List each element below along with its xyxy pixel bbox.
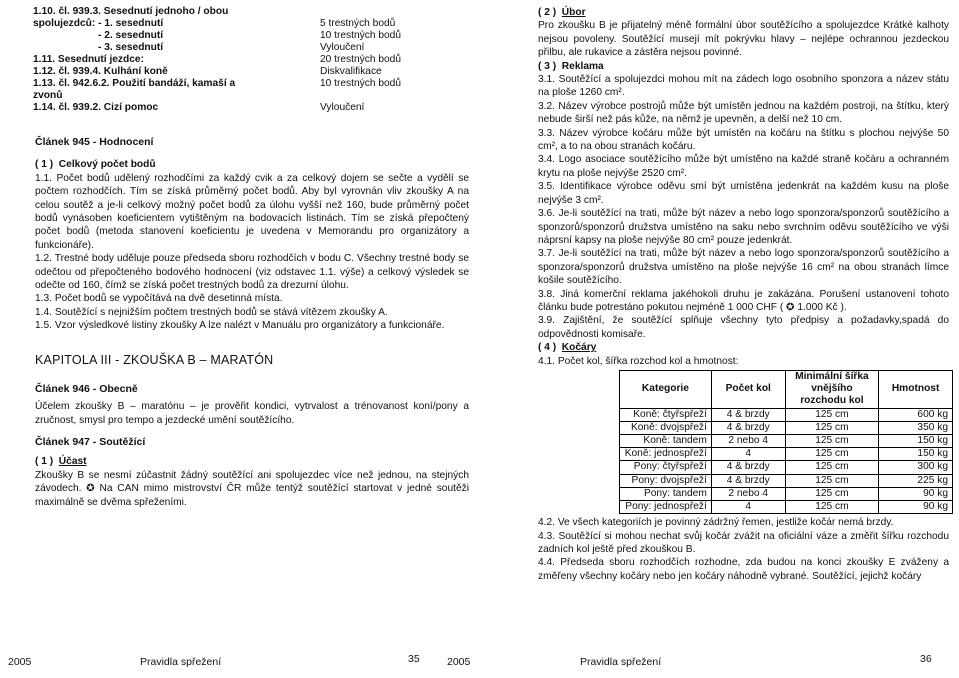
penalty-row	[33, 90, 467, 102]
paragraph-3-9: 3.9. Zajištění, že soutěžící splňuje všechny tyto předpisy a požadavky,spadá do odpovědnosti komisaře.	[538, 315, 949, 340]
paragraph-3-7: 3.7. Je-li soutěžící na trati, může být název a nebo logo sponzora/sponzorů soutěžícího a sponzora/sponzorů družstva umístěno na ploše nejvýše 16 cm² na obou stranách límce košile soutěžícího.	[538, 248, 949, 287]
carriage-cell: 125 cm	[785, 461, 879, 474]
penalty-value: 5 trestných bodů	[320, 18, 396, 29]
penalty-value: Vyloučení	[320, 42, 365, 53]
penalty-item: - 3. sesednutí	[98, 42, 164, 53]
carriage-cell: Pony: tandem	[620, 487, 712, 500]
section-ucast-text: Zkoušky B se nesmí zúčastnit žádný soutěžící ani spolujezdec více než jednou, na stejných závodech. ✪ Na CAN mimo mistrovství ČR může tentýž soutěžící startovat v jedné soutěži maximálně se dvěma spřeženími.	[35, 469, 469, 508]
carriage-cell: Koně: jednospřeží	[620, 448, 712, 461]
section-2-title: Úbor	[561, 7, 586, 18]
penalty-row	[33, 66, 467, 78]
penalty-item: spolujezdců: - 1. sesednutí	[33, 18, 164, 29]
paragraph-3-6: 3.6. Je-li soutěžící na trati, může být název a nebo logo sponzora/sponzorů soutěžícího a sponzorů/sponzorů družstva umístěno na saku nebo svrchním oděvu soutěžícího ve výši náprsní kapsy na ploše nejvýše 80 cm² pouze jedenkrát.	[538, 208, 949, 246]
carriage-cell: 4 & brzdy	[711, 421, 785, 434]
penalty-item: 1.14. čl. 939.2. Cizí pomoc	[33, 102, 159, 113]
section-4-number: ( 4 )	[538, 342, 557, 354]
section-2-number: ( 2 )	[538, 7, 557, 18]
carriage-cell: 125 cm	[785, 434, 879, 447]
carriage-cell: 125 cm	[785, 487, 879, 500]
footer-title: Pravidla spřežení	[580, 656, 662, 668]
section-4-title: Kočáry	[561, 342, 597, 354]
carriage-cell: 125 cm	[785, 448, 879, 461]
paragraph-3-2: 3.2. Název výrobce postrojů může být umístěn jednou na každém postroji, na štítku, který nebude širší než pás kůže, na němž je upevněn, a delší než 10 cm.	[538, 100, 949, 126]
paragraph-3-3: 3.3. Název výrobce kočáru může být umístěn na kočáru na štítku s plochou nejvýše 50 cm², a to na obou stranách kočáru.	[538, 127, 949, 153]
carriage-cell: 125 cm	[785, 501, 879, 514]
section-ucast-number: ( 1 )	[35, 456, 54, 468]
carriage-header-row	[620, 370, 953, 408]
footer-title: Pravidla spřežení	[140, 656, 222, 668]
carriage-cell: 2 nebo 4	[711, 434, 785, 447]
chapter-heading: KAPITOLA III - ZKOUŠKA B – MARATÓN	[35, 352, 274, 367]
carriage-cell: 300 kg	[879, 461, 953, 474]
carriage-row	[620, 501, 953, 514]
carriage-cell: 225 kg	[879, 474, 953, 487]
section-3-title: Reklama	[561, 60, 604, 72]
carriage-header-cell: Minimální šířka vnějšího rozchodu kol	[785, 370, 879, 408]
carriage-row	[620, 434, 953, 447]
paragraph-3-5: 3.5. Identifikace výrobce oděvu smí být umístěna jedenkrát na každém kusu na ploše nejvýše 3 cm².	[538, 181, 949, 206]
carriage-row	[620, 474, 953, 487]
article-946-heading: Článek 946 - Obecně	[35, 382, 138, 395]
carriage-cell: Pony: jednospřeží	[620, 501, 712, 514]
penalty-item: zvonů	[33, 90, 63, 101]
footer-year: 2005	[8, 656, 32, 668]
carriage-cell: 4	[711, 448, 785, 461]
paragraph-4-4: 4.4. Předseda sboru rozhodčích rozhodne, zda budou na konci zkoušky E zváženy a změřeny všechny kočáry nebo jen kočáry náhodně vybrané. Soutěžící, jejichž kočáry	[538, 557, 949, 582]
penalty-item: 1.12. čl. 939.4. Kulhání koně	[33, 66, 168, 77]
paragraph-4-2: 4.2. Ve všech kategoriích je povinný zádržný řemen, jestliže kočár nemá brzdy.	[538, 517, 894, 529]
page-number: 36	[920, 653, 932, 665]
penalty-row	[33, 6, 467, 18]
penalty-item: 1.11. Sesednutí jezdce:	[33, 54, 144, 65]
penalty-row	[33, 78, 467, 90]
carriage-cell: 4 & brzdy	[711, 461, 785, 474]
carriage-row	[620, 448, 953, 461]
carriage-cell: 600 kg	[879, 408, 953, 421]
paragraph-4-1: 4.1. Počet kol, šířka rozchod kol a hmotnost:	[538, 355, 739, 367]
carriage-cell: 90 kg	[879, 501, 953, 514]
penalty-row	[33, 30, 467, 42]
carriage-cell: Pony: dvojspřeží	[620, 474, 712, 487]
paragraph-1-4: 1.4. Soutěžící s nejnižším počtem trestných bodů se stává vítězem zkoušky A.	[35, 306, 388, 318]
article-945-heading: Článek 945 - Hodnocení	[35, 136, 154, 148]
page-number: 35	[408, 653, 420, 665]
penalty-value: Vyloučení	[320, 102, 365, 113]
carriage-cell: 150 kg	[879, 434, 953, 447]
penalty-value: 10 trestných bodů	[320, 78, 401, 89]
carriage-cell: 2 nebo 4	[711, 487, 785, 500]
carriage-cell: Pony: čtyřspřeží	[620, 461, 712, 474]
carriage-row	[620, 408, 953, 421]
carriage-row	[620, 421, 953, 434]
section-1-number: ( 1 )	[35, 159, 54, 171]
carriage-header-cell: Počet kol	[711, 370, 785, 408]
carriage-header-cell: Hmotnost	[879, 370, 953, 408]
penalty-item: 1.13. čl. 942.6.2. Použití bandáží, kamaší a	[33, 78, 236, 89]
carriage-header-cell: Kategorie	[620, 370, 712, 408]
carriage-cell: 125 cm	[785, 474, 879, 487]
penalty-value: 10 trestných bodů	[320, 30, 401, 41]
carriage-cell: 4 & brzdy	[711, 408, 785, 421]
paragraph-3-8: 3.8. Jiná komerční reklama jakéhokoli druhu je zakázána. Porušení ustanovení tohoto článku bude potrestáno pokutou nejméně 1 000 CHF ( ✪ 1.000 Kč ).	[538, 288, 949, 313]
penalty-table	[33, 6, 467, 114]
carriage-cell: Koně: čtyřspřeží	[620, 408, 712, 421]
section-1-title: Celkový počet bodů	[58, 159, 156, 171]
paragraph-3-1: 3.1. Soutěžící a spolujezdci mohou mít na zádech logo osobního sponzora a název státu na ploše 1260 cm².	[538, 74, 949, 99]
penalty-value	[320, 6, 467, 18]
penalty-row	[33, 18, 467, 30]
carriage-cell: Koně: dvojspřeží	[620, 421, 712, 434]
paragraph-1-2: 1.2. Trestné body uděluje pouze předseda sboru rozhodčích v bodu C. Všechny trestné body se odečtou od přepočteného bodového hodnocení (viz odstavec 1.1. výše) a celkový výsledek se odečte od 160, čímž se získá počet trestných bodů za drezurní úlohu.	[35, 253, 469, 292]
carriage-row	[620, 487, 953, 500]
paragraph-1-5: 1.5. Vzor výsledkové listiny zkoušky A lze nalézt v Manuálu pro organizátory a funkcionáře.	[35, 320, 445, 332]
carriage-cell: 4 & brzdy	[711, 474, 785, 487]
article-946-text: Účelem zkoušky B – maratónu – je prověřit kondici, vytrvalost a trénovanost koní/pony a zručnost, smysl pro tempo a jezdecké umění soutěžícího.	[35, 401, 469, 426]
carriage-table	[619, 370, 953, 514]
right-page	[447, 0, 959, 678]
penalty-item: 1.10. čl. 939.3. Sesednutí jednoho / obou	[33, 6, 229, 17]
footer-year: 2005	[447, 656, 471, 668]
section-ucast-title: Účast	[58, 456, 87, 468]
carriage-cell: Koně: tandem	[620, 434, 712, 447]
carriage-cell: 90 kg	[879, 487, 953, 500]
penalty-value: 20 trestných bodů	[320, 54, 401, 65]
section-3-number: ( 3 )	[538, 60, 557, 72]
carriage-cell: 350 kg	[879, 421, 953, 434]
carriage-cell: 150 kg	[879, 448, 953, 461]
carriage-cell: 125 cm	[785, 421, 879, 434]
paragraph-1-1: 1.1. Počet bodů udělený rozhodčími za každý cvik a za celkový dojem se sečte a vydělí se počtem rozhodčích. Tím se získá průměrný počet bodů. Aby byl vyrovnán vliv zkoušky A na celou soutěž a je-li celkový možný počet bodů za úlohu vyšší než 160, bude průměrný počet bodů vynásoben koeficientem vytištěným na bodovacích listinách. Tím se získá přepočtený počet bodů (metoda stanovení koeficientu je uvedena v Memorandu pro organizátory a funkcionáře).	[35, 172, 469, 251]
penalty-item: - 2. sesednutí	[98, 30, 164, 41]
section-2-text: Pro zkoušku B je přijatelný méně formální úbor soutěžícího a spolujezdce Krátké kalhoty nejsou povoleny. Soutěžící musejí mít pokrývku hlavy – nejlépe ochrannou jezdeckou přilbu, ale rukavice a zástěra nejsou povinné.	[538, 20, 949, 59]
paragraph-4-3: 4.3. Soutěžící si mohou nechat svůj kočár zvážit na oficiální váze a změřit šířku rozchodu zadních kol ještě před zkouškou B.	[538, 530, 949, 556]
carriage-row	[620, 461, 953, 474]
penalty-row	[33, 42, 467, 54]
penalty-value	[320, 90, 467, 102]
penalty-row	[33, 102, 467, 114]
penalty-row	[33, 54, 467, 66]
carriage-cell: 4	[711, 501, 785, 514]
article-947-heading: Článek 947 - Soutěžící	[35, 435, 146, 448]
carriage-cell: 125 cm	[785, 408, 879, 421]
paragraph-3-4: 3.4. Logo asociace soutěžícího může být umístěno na každé straně kočáru a ochranném krytu na ploše nejvýše 2520 cm².	[538, 154, 949, 179]
left-page	[0, 0, 479, 678]
paragraph-1-3: 1.3. Počet bodů se vypočítává na dvě desetinná místa.	[35, 293, 283, 305]
penalty-value: Diskvalifikace	[320, 66, 382, 77]
